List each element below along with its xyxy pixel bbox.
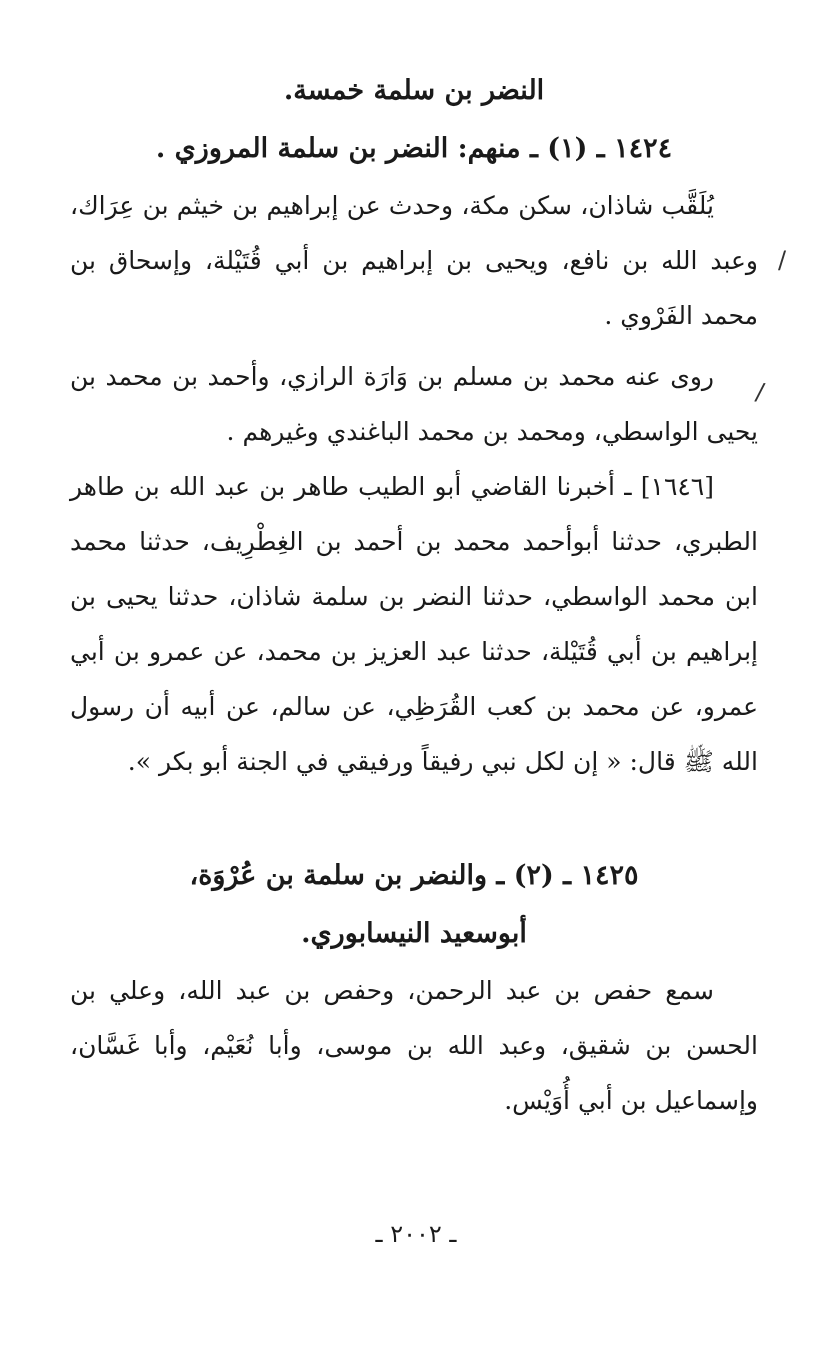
entry-1425-heading: ١٤٢٥ ـ (٢) ـ والنضر بن سلمة بن عُرْوَة، (189, 860, 639, 891)
entry-1425-bio: سمع حفص بن عبد الرحمن، وحفص بن عبد الله، وعلي بن الحسن بن شقيق، وعبد الله بن موسى، وأبا نُعَيْم، وأبا غَسَّان، وإسماعيل بن أبي أُوَيْس. (70, 976, 758, 1115)
page-body (70, 62, 758, 1128)
entry-1424-heading: ١٤٢٤ ـ (١) ـ منهم: النضر بن سلمة المروزي . (155, 133, 673, 164)
entry-1424-hadith: [١٦٤٦] ـ أخبرنا القاضي أبو الطيب طاهر بن عبد الله بن طاهر الطبري، حدثنا أبوأحمد محمد بن أحمد بن الغِطْرِيف، حدثنا محمد ابن محمد الواسطي، حدثنا النضر بن سلمة شاذان، حدثنا يحيى بن إبراهيم بن أبي قُتَيْلة، حدثنا عبد العزيز بن محمد، عن عمرو بن أبي عمرو، عن محمد بن كعب القُرَظِي، عن سالم، عن أبيه أن رسول الله ﷺ قال: « إن لكل نبي رفيقاً ورفيقي في الجنة أبو بكر ». (70, 472, 758, 776)
margin-mark: / (753, 377, 767, 407)
margin-mark: / (778, 246, 787, 274)
section-title: النضر بن سلمة خمسة. (283, 75, 545, 106)
entry-1425-subheading: أبوسعيد النيسابوري. (301, 918, 527, 949)
entry-1424-bio: يُلَقَّب شاذان، سكن مكة، وحدث عن إبراهيم بن خيثم بن عِرَاك، وعبد الله بن نافع، ويحيى بن إبراهيم بن أبي قُتَيْلة، وإسحاق بن محمد الفَرْوي . (70, 191, 758, 330)
page-number: ـ ٢٠٠٢ ـ (375, 1220, 457, 1248)
entry-1424-narrators: روى عنه محمد بن مسلم بن وَارَة الرازي، وأحمد بن محمد بن يحيى الواسطي، ومحمد بن محمد الباغندي وغيرهم . (70, 362, 758, 446)
